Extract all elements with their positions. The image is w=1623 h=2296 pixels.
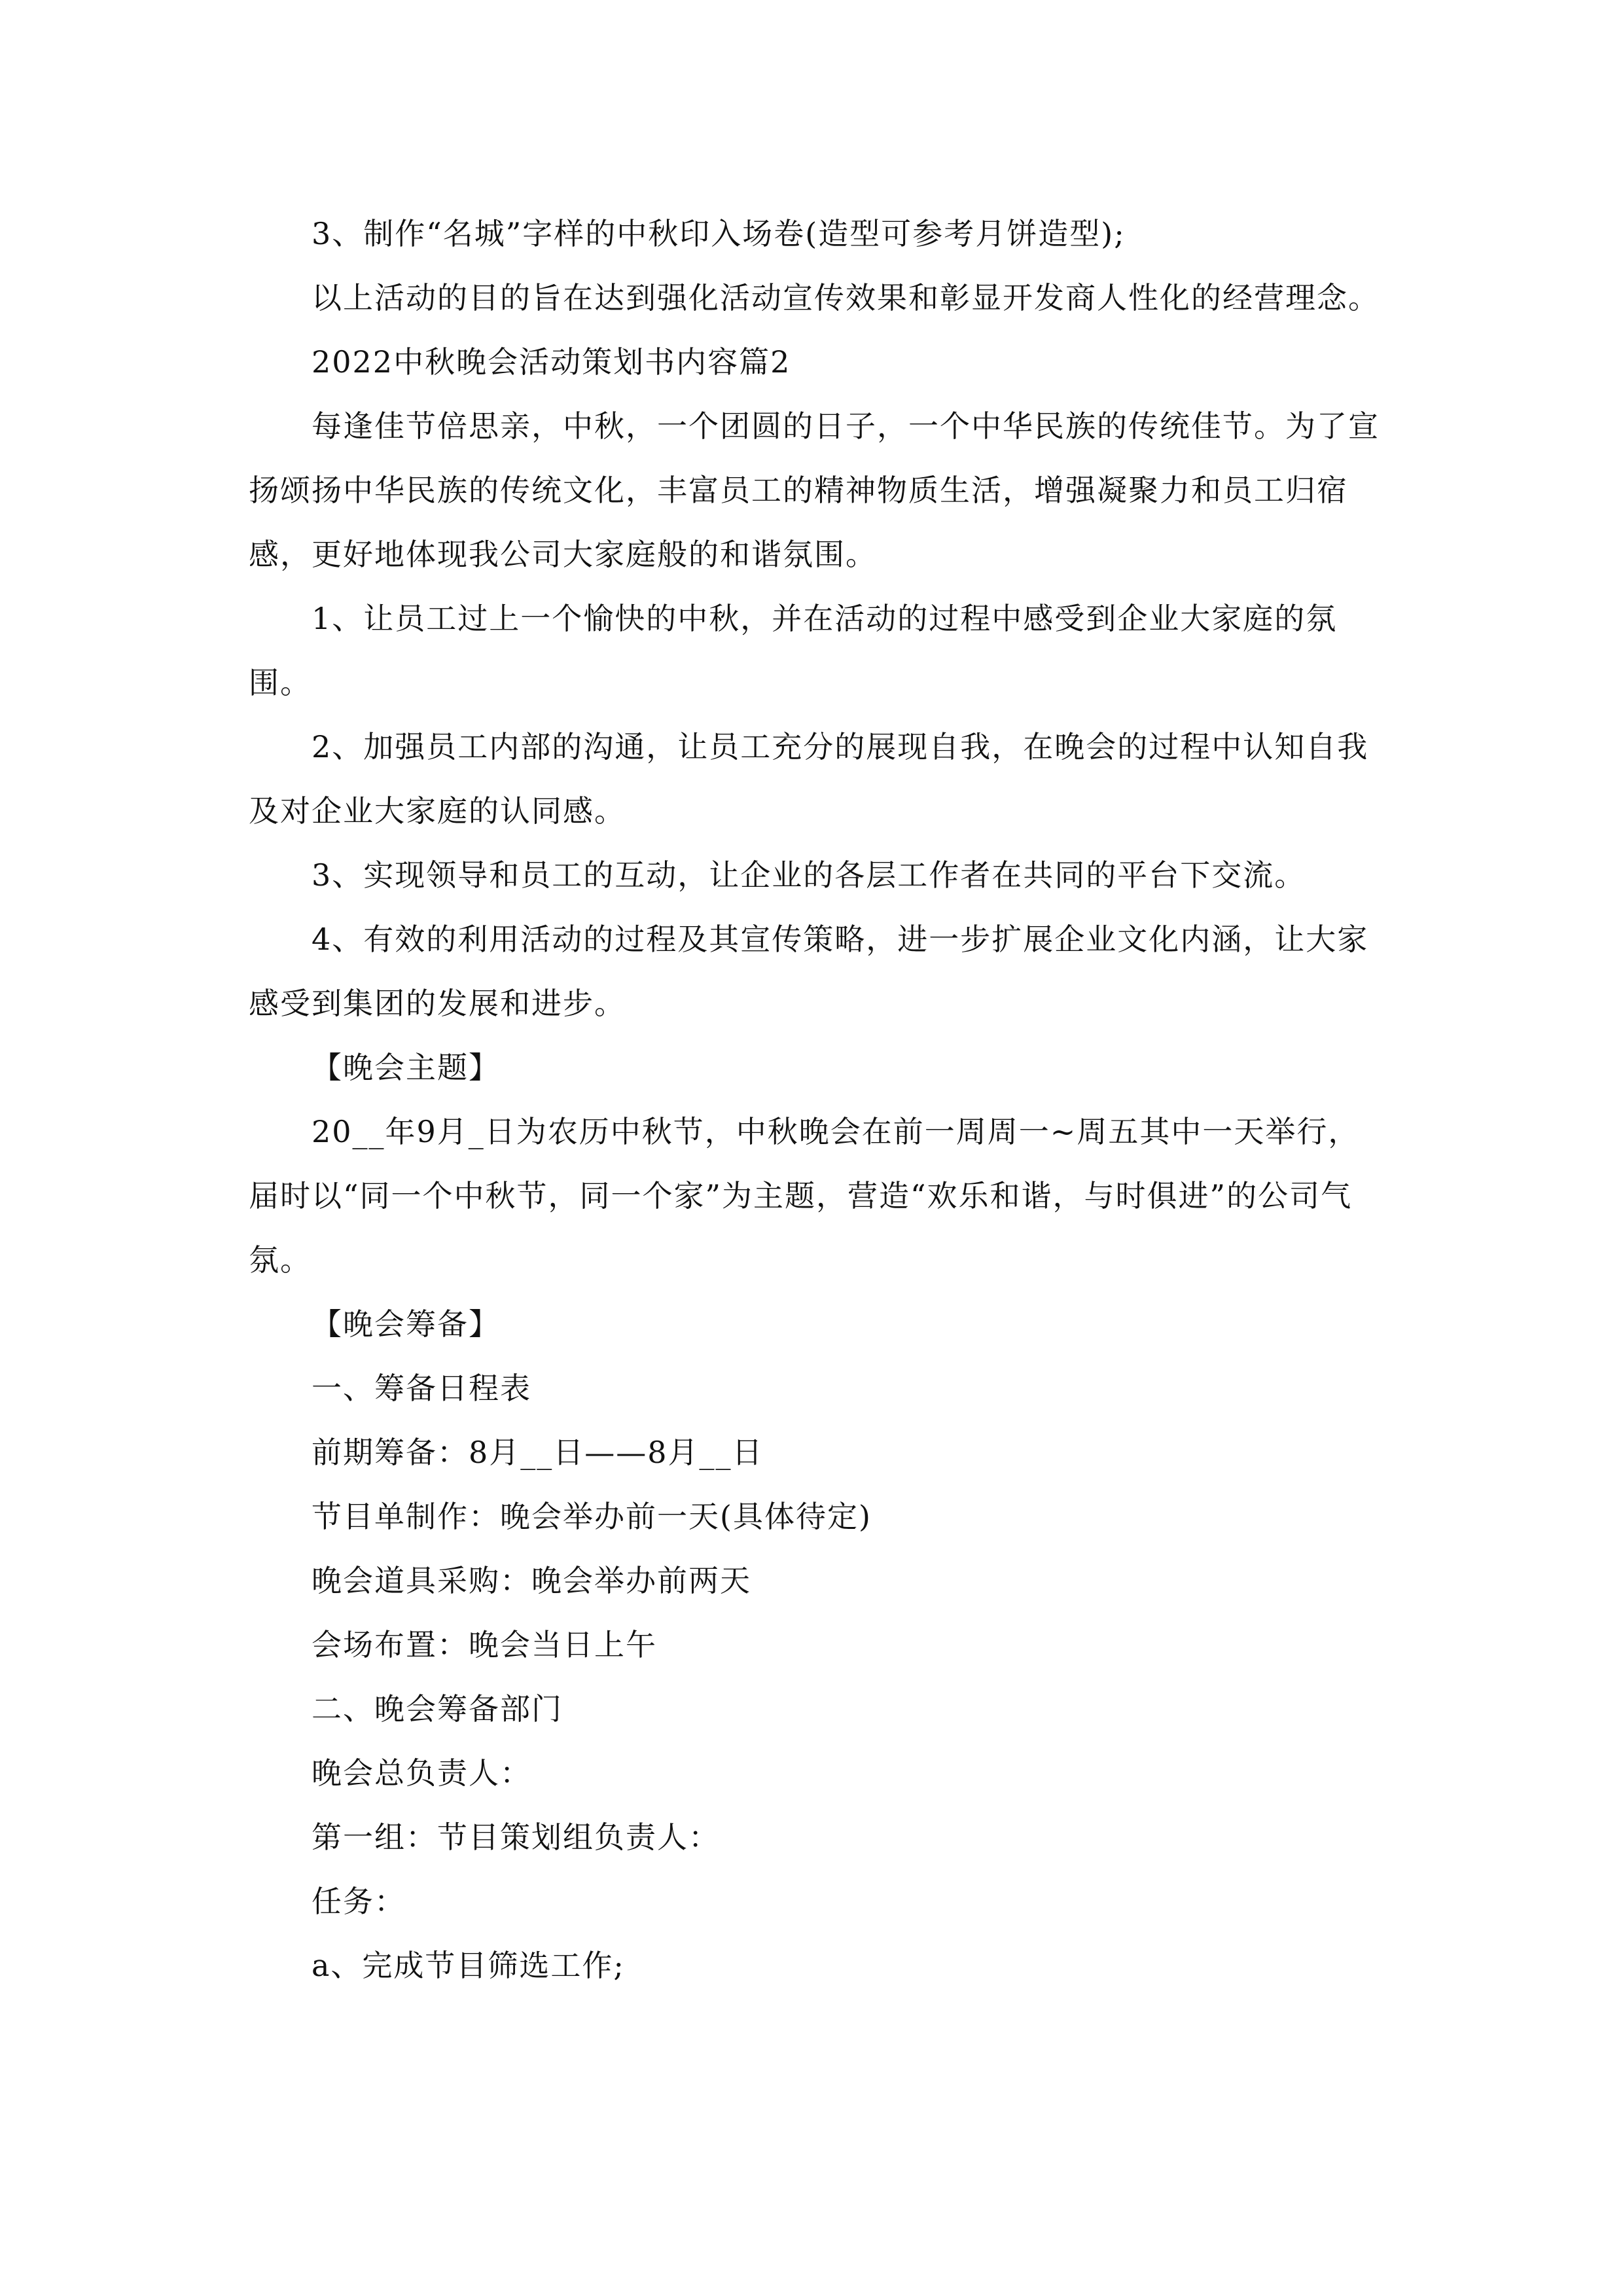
paragraph-2: 以上活动的目的旨在达到强化活动宣传效果和彰显开发商人性化的经营理念。 [312,280,1380,315]
heading-theme: 【晚会主题】 [312,1050,500,1085]
subheading-departments: 二、晚会筹备部门 [312,1691,563,1727]
department-lead: 晚会总负责人： [312,1755,531,1791]
goal-item-3: 3、实现领导和员工的互动，让企业的各层工作者在共同的平台下交流。 [312,857,1306,893]
goal-item-4: 4、有效的利用活动的过程及其宣传策略，进一步扩展企业文化内涵，让大家感受到集团的发展和进步。 [249,922,1369,1021]
document-body [249,202,1387,1998]
department-group-1: 第一组：节目策划组负责人： [312,1820,720,1855]
task-label: 任务： [312,1884,406,1919]
section-title: 2022中秋晚会活动策划书内容篇2 [312,344,791,380]
paragraph-intro: 每逢佳节倍思亲，中秋，一个团圆的日子，一个中华民族的传统佳节。为了宣扬颂扬中华民族的传统文化，丰富员工的精神物质生活，增强凝聚力和员工归宿感，更好地体现我公司大家庭般的和谐氛围。 [249,408,1380,572]
heading-preparation: 【晚会筹备】 [312,1306,500,1342]
goal-item-2: 2、加强员工内部的沟通，让员工充分的展现自我，在晚会的过程中认知自我及对企业大家庭的认同感。 [249,729,1369,829]
goal-item-1: 1、让员工过上一个愉快的中秋，并在活动的过程中感受到企业大家庭的氛围。 [249,601,1338,700]
schedule-item-1: 前期筹备：8月__日——8月__日 [312,1435,764,1470]
schedule-item-4: 会场布置：晚会当日上午 [312,1627,657,1662]
paragraph-1: 3、制作“名城”字样的中秋印入场卷(造型可参考月饼造型); [312,216,1126,251]
paragraph-theme: 20__年9月_日为农历中秋节，中秋晚会在前一周周一~周五其中一天举行，届时以“同一个中秋节，同一个家”为主题，营造“欢乐和谐，与时俱进”的公司气氛。 [249,1114,1360,1278]
schedule-item-3: 晚会道具采购：晚会举办前两天 [312,1563,751,1598]
schedule-item-2: 节目单制作：晚会举办前一天(具体待定) [312,1499,872,1534]
subheading-schedule: 一、筹备日程表 [312,1371,531,1406]
task-item-a: a、完成节目筛选工作; [312,1948,625,1983]
